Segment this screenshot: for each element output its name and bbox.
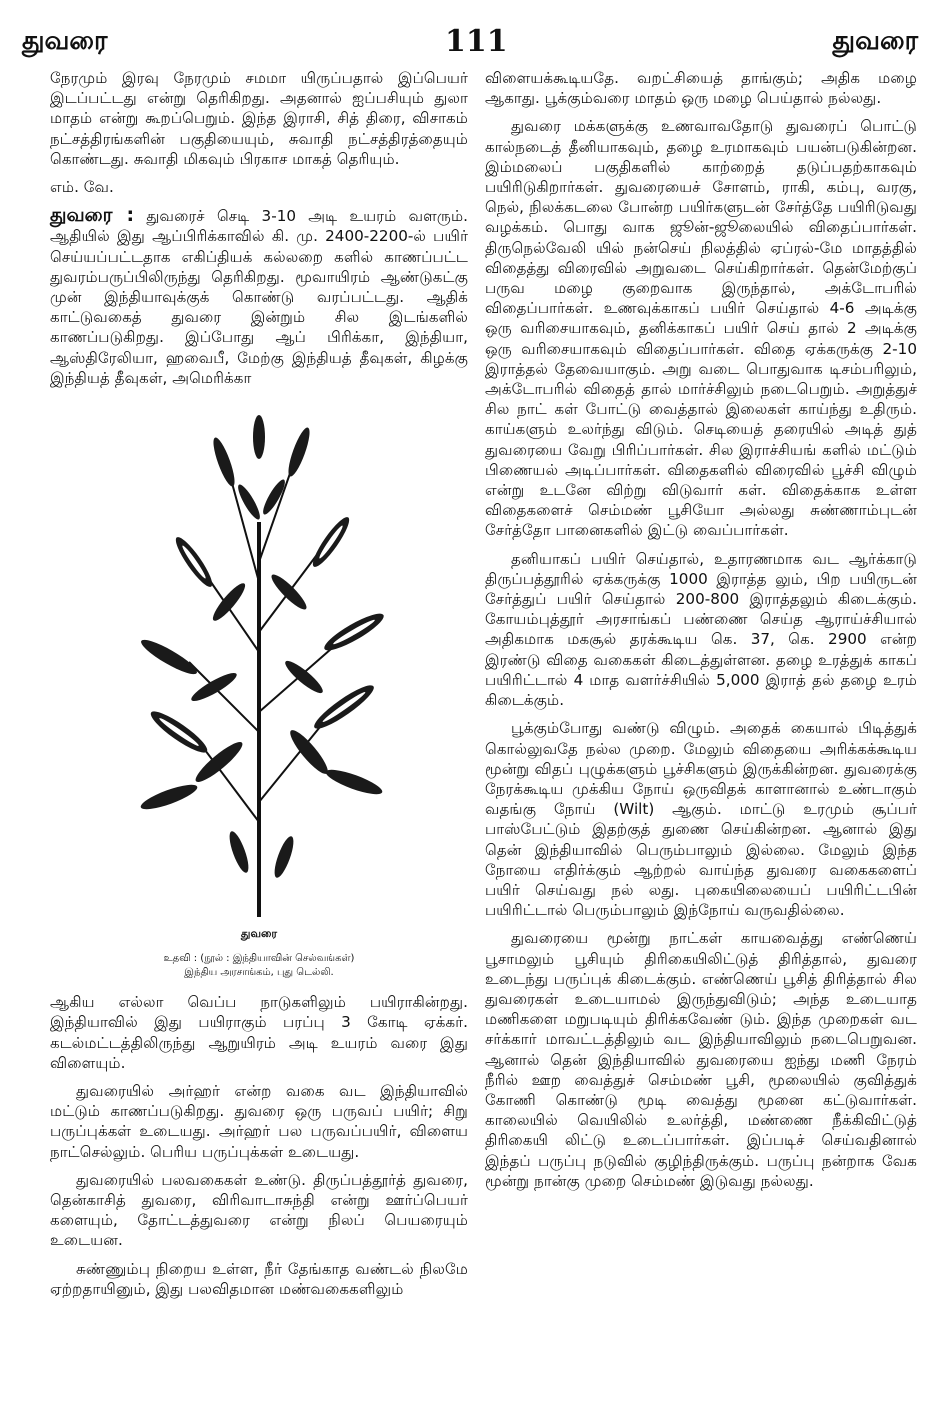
running-head-left: துவரை [22, 26, 108, 56]
paragraph: துவரையை மூன்று நாட்கள் காயவைத்து எண்ணெய் பூசாமலும் பூசியும் திரிகையிலிட்டுத் திரித்தால், துவரை உடைந்து பருப்புக் கிடைக்கும். எண்ணெய் பூசித் திரித்தால் சில துவரைகள் உடையாமல் இருந்துவிடும்; அந்த உடையாத மணிகளை மறுபடியும் திரிக்கவேண் டும். இந்த முறைகள் வட சர்க்கார் மாவட்டத்திலும் வட இந்தியாவிலும் நடைபெறுவன. ஆனால் தென் இந்தியாவில் துவரையை ஐந்து மணி நேரம் நீரில் ஊற வைத்துச் செம்மண் பூசி, மூலையில் குவித்துக் கோணி கொண்டு மூடி வைத்து மூனை கட்டுவார்கள். காலையில் வெயிலில் உலர்த்தி, மண்ணை நீக்கிவிட்டுத் திரிகையி லிட்டு உடைப்பார்கள். இப்படிச் செய்வதினால் இந்தப் பருப்பு நடுவில் குழிந்திருக்கும். பருப்பு நன்றாக வேக மூன்று நான்கு முறை செம்மண் இடுவது நல்லது. [485, 929, 917, 1190]
figure-credit-source: உதவி : (நூல் : இந்தியாவின் செல்வங்கள்) [163, 953, 355, 965]
left-column [50, 68, 468, 1307]
figure-credit-publisher: இந்திய அரசாங்கம், புது டெல்லி. [184, 967, 334, 979]
entry-text: துவரைச் செடி 3-10 அடி உயரம் வளரும். ஆதியில் இது ஆப்பிரிக்காவில் கி. மு. 2400-2200-ல் பயிர் செய்யப்பட்டதாக எகிப்தியக் கல்லறை களில் காணப்பட்ட துவரம்பருப்பிலிருந்து தெரிகிறது. மூவாயிரம் ஆண்டுகட்கு முன் இந்தியாவுக்குக் கொண்டு வரப்பட்டது. ஆதிக் காட்டுவகைத் துவரை இன்றும் சில இடங்களில் காணப்படுகிறது. இப்போது ஆப் பிரிக்கா, இந்தியா, ஆஸ்திரேலியா, ஹவைபீ, மேற்கு இந்தியத் தீவுகள், கிழக்கு இந்தியத் தீவுகள், அமெரிக்கா [50, 207, 468, 387]
running-head-right: துவரை [832, 26, 918, 56]
entry-paragraph [50, 205, 468, 388]
paragraph: தனியாகப் பயிர் செய்தால், உதாரணமாக வட ஆர்க்காடு திருப்பத்தூரில் ஏக்கருக்கு 1000 இராத்த லும், பிற பயிருடன் சேர்த்துப் பயிர் செய்தால் 200-800 இராத்தலும் கிடைக்கும். கோயம்புத்தூர் அரசாங்கப் பண்ணை செய்த ஆராய்ச்சியால் அதிகமாக மகசூல் தரக்கூடிய கெ. 37, கெ. 2900 என்ற இரண்டு விதை வகைகள் கிடைத்துள்ளன. தழை உரத்துக் காகப் பயிரிட்டால் 4 மாத வளர்ச்சியில் 5,000 இராத் தல் தழை உரம் கிடைக்கும். [485, 549, 917, 710]
entry-headword: துவரை : [50, 204, 135, 227]
paragraph: ஆகிய எல்லா வெப்ப நாடுகளிலும் பயிராகின்றது. இந்தியாவில் இது பயிராகும் பரப்பு 3 கோடி ஏக்கர். கடல்மட்டத்திலிருந்து ஆறுயிரம் அடி உயரம் வரை இது விளையும். [50, 993, 468, 1072]
plant-figure [50, 402, 468, 980]
right-column [485, 68, 917, 1199]
pigeon-pea-plant-illustration [109, 402, 409, 922]
intro-paragraph: நேரமும் இரவு நேரமும் சமமா யிருப்பதால் இப்பெயர் இடப்பட்டது என்று தெரிகிறது. அதனால் ஐப்பசியும் துலா மாதம் என்று கூறப்பெறும். இந்த இராசி, சித் திரை, விசாகம் நட்சத்திரங்களின் பகுதியையும், சுவாதி நட்சத்திரத்தையும் கொண்டது. சுவாதி மிகவும் பிரகாச மாகத் தெரியும். [50, 69, 468, 168]
paragraph: துவரையில் அர்ஹர் என்ற வகை வட இந்தியாவில் மட்டும் காணப்படுகிறது. துவரை ஒரு பருவப் பயிர்; சிறு பருப்புக்கள் உடையது. அர்ஹர் பல பருவப்பயிர், விளைய நாட்செல்லும். பெரிய பருப்புக்கள் உடையது. [50, 1082, 468, 1161]
author-signature: எம். வே. [50, 178, 114, 197]
page-number: 111 [445, 24, 508, 59]
paragraph: துவரையில் பலவகைகள் உண்டு. திருப்பத்தூர்த் துவரை, தென்காசித் துவரை, விரிவாடாசுந்தி என்று ஊர்ப்பெயர் களையும், தோட்டத்துவரை என்று நிலப் பெயரையும் உடையன. [50, 1170, 468, 1250]
figure-title: துவரை [240, 927, 278, 941]
paragraph: பூக்கும்போது வண்டு விழும். அதைக் கையால் பிடித்துக் கொல்லுவதே நல்ல முறை. மேலும் விதையை அரிக்கக்கூடிய மூன்று விதப் புழுக்களும் பூச்சிகளும் இருக்கின்றன. துவரைக்கு நேரக்கூடிய முக்கிய நோய் ஒருவிதக் காளானால் உண்டாகும் வதங்கு நோய் (Wilt) ஆகும். மாட்டு உரமும் சூப்பர் பாஸ்பேட்டும் இதற்குத் துணை செய்கின்றன. ஆனால் இது தென் இந்தியாவில் பெரும்பாலும் இல்லை. மேலும் இந்த நோயை எதிர்க்கும் ஆற்றல் வாய்ந்த துவரை வகைகளைப் பயிர் செய்வது நல் லது. புகையிலையைப் பயிரிட்டபின் பயிரிட்டால் பெரும்பாலும் இந்நோய் வருவதில்லை. [485, 719, 917, 920]
paragraph: விளையக்கூடியதே. வறட்சியைத் தாங்கும்; அதிக மழை ஆகாது. பூக்கும்வரை மாதம் ஒரு மழை பெய்தால் நல்லது. [485, 69, 917, 108]
paragraph: சுண்ணும்பு நிறைய உள்ள, நீர் தேங்காத வண்டல் நிலமே ஏற்றதாயினும், இது பலவிதமான மண்வகைகளிலும் [50, 1259, 468, 1298]
paragraph: துவரை மக்களுக்கு உணவாவதோடு துவரைப் பொட்டு கால்நடைத் தீனியாகவும், தழை உரமாகவும் பயன்படுகின்றன. இம்மலைப் பகுதிகளில் காற்றைத் தடுப்பதற்காகவும் பயிரிடுகிறார்கள். துவரையைச் சோளம், ராகி, கம்பு, வரகு, நெல், நிலக்கடலை போன்ற பயிர்களுடன் சேர்த்தே பயிரிடுவது வழக்கம். பொது வாக ஜூன்-ஜூலையில் விதைப்பார்கள். திருநெல்வேலி யில் நன்செய் நிலத்தில் ஏப்ரல்-மே மாதத்தில் விதைத்து விரைவில் அறுவடை செய்கிறார்கள். தென்மேற்குப் பருவ மழை குறைவாக இருந்தால், அக்டோபரில் விதைப்பார்கள். உணவுக்காகப் பயிர் செய்தால் 4-6 அடிக்கு ஒரு வரிசையாகவும், தனிக்காகப் பயிர் செய் தால் 2 அடிக்கு ஒரு வரிசையாகவும் விதைப்பார்கள். விதை ஏக்கருக்கு 2-10 இராத்தல் தேவையாகும். அறு வடை பொதுவாக டிசம்பரிலும், அக்டோபரில் விதைத் தால் மார்ச்சிலும் நடைபெறும். அறுத்துச் சில நாட் கள் போட்டு வைத்தால் இலைகள் காய்ந்து உதிரும். காய்களும் உலர்ந்து விடும். செடியைத் தரையில் அடித் துத் துவரையை வேறு பிரிப்பார்கள். சில இராச்சியங் களில் மட்டும் பிணையல் அடிப்பார்கள். விதைகளில் விரைவில் பூச்சி விழும் என்று உடனே விற்று விடுவார் கள். விதைக்காக உள்ள விதைகளைச் செம்மண் பூசியோ அல்லது சுண்ணாம்புடன் சேர்த்தோ பானைகளில் இட்டு வைப்பார்கள். [485, 117, 917, 540]
